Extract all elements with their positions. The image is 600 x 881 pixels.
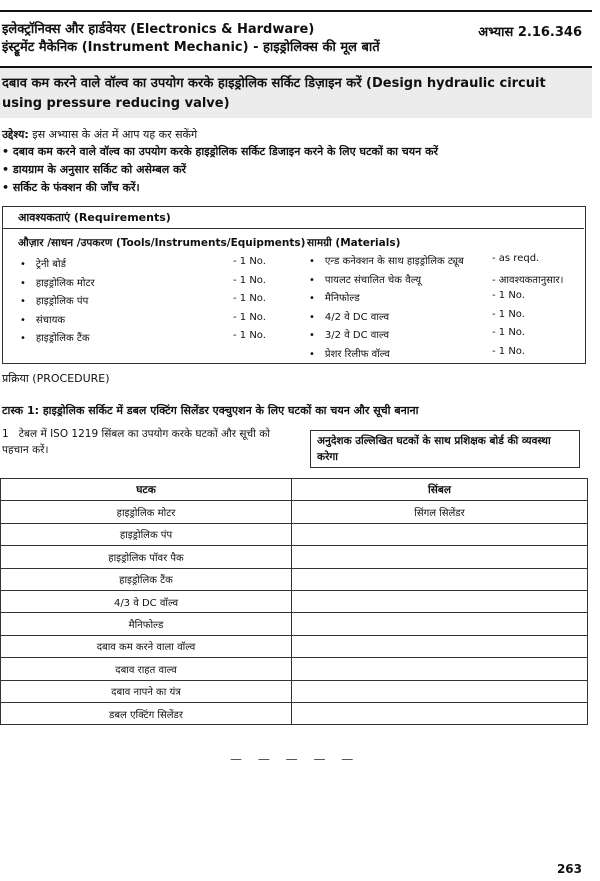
table-row — [1, 568, 588, 590]
requirement-qty: - 1 No. — [492, 308, 525, 320]
component-cell: डबल एक्टिंग सिलेंडर — [1, 702, 292, 724]
component-cell: दबाव कम करने वाला वॉल्व — [1, 635, 292, 657]
exercise-number: अभ्यास 2.16.346 — [478, 25, 582, 40]
symbol-cell — [292, 702, 588, 724]
objective-item: • सर्किट के फंक्शन की जाँच करें। — [2, 181, 140, 194]
requirement-qty: - 1 No. — [233, 311, 266, 323]
table-row — [1, 658, 588, 680]
component-cell: 4/3 वे DC वॉल्व — [1, 590, 292, 612]
table-row — [1, 590, 588, 612]
requirement-qty: - as reqd. — [492, 253, 540, 264]
task-heading: टास्क 1: हाइड्रोलिक सर्किट में डबल एक्टिंग सिलेंडर एक्चुएशन के लिए घटकों का चयन और सूची बनाना — [2, 404, 419, 417]
component-cell: दबाव राहत वाल्व — [1, 658, 292, 680]
table-row — [1, 523, 588, 545]
materials-heading: सामग्री (Materials) — [307, 237, 401, 249]
requirement-item: • हाइड्रोलिक मोटर — [20, 277, 95, 289]
page-number: 263 — [556, 862, 582, 876]
requirements-heading: आवश्यकताएं (Requirements) — [2, 206, 584, 229]
table-row — [1, 546, 588, 568]
step-number: 1 — [2, 428, 9, 440]
component-cell: हाइड्रोलिक पॉवर पैक — [1, 546, 292, 568]
requirement-qty: - 1 No. — [233, 256, 266, 267]
table-row — [1, 501, 588, 523]
requirement-qty: - 1 No. — [233, 330, 266, 341]
table-row — [1, 613, 588, 635]
requirement-qty: - 1 No. — [233, 293, 266, 304]
components-table — [0, 478, 588, 725]
symbol-cell — [292, 680, 588, 702]
symbol-cell — [292, 590, 588, 612]
blank-dashes: — — — — — — [230, 752, 360, 766]
header-line-1: इलेक्ट्रॉनिक्स और हार्डवेयर (Electronics & Hardware) — [2, 22, 315, 37]
objective-item: • दबाव कम करने वाले वॉल्व का उपयोग करके हाइड्रोलिक सर्किट डिजाइन करने के लिए घटकों का चयन करें — [2, 145, 439, 158]
procedure-heading: प्रक्रिया (PROCEDURE) — [2, 372, 110, 385]
symbol-cell — [292, 613, 588, 635]
component-cell: हाइड्रोलिक मोटर — [1, 501, 292, 523]
requirement-qty: - आवश्यकतानुसार। — [492, 274, 564, 286]
component-cell: मैनिफोल्ड — [1, 613, 292, 635]
requirement-item: • 4/2 वे DC वाल्व — [309, 311, 389, 323]
table-row — [1, 680, 588, 702]
requirement-item: • ट्रेनी बोर्ड — [20, 259, 66, 270]
component-cell: हाइड्रोलिक पंप — [1, 523, 292, 545]
objective-intro — [2, 127, 197, 142]
requirement-item: • हाइड्रोलिक पंप — [20, 296, 89, 307]
requirement-item: • मैनिफोल्ड — [309, 293, 360, 304]
component-cell: हाइड्रोलिक टैंक — [1, 568, 292, 590]
requirement-item: • संचायक — [20, 314, 66, 326]
objective-item: • डायग्राम के अनुसार सर्किट को असेम्बल करें — [2, 163, 187, 176]
component-cell: दबाव नापने का यंत्र — [1, 680, 292, 702]
requirement-qty: - 1 No. — [492, 327, 525, 338]
tools-heading: औज़ार /साधन /उपकरण (Tools/Instruments/Equipments) — [18, 237, 306, 249]
requirement-item: • प्रेशर रिलीफ वॉल्व — [309, 348, 390, 360]
requirement-item: • पायलट संचालित चेक वैल्यू — [309, 274, 422, 286]
table-header-component: घटक — [1, 479, 292, 501]
symbol-cell — [292, 635, 588, 657]
instructor-note: अनुदेशक उल्लिखित घटकों के साथ प्रशिक्षक बोर्ड की व्यवस्था करेगा — [310, 430, 580, 468]
step-text: टेबल में ISO 1219 सिंबल का उपयोग करके घटकों और सूची को पहचान करें। — [2, 428, 271, 456]
symbol-cell — [292, 523, 588, 545]
step-1 — [2, 426, 292, 458]
symbol-cell — [292, 546, 588, 568]
requirement-item: • 3/2 वे DC वाल्व — [309, 330, 389, 341]
table-body — [1, 501, 588, 725]
requirement-item: • हाइड्रोलिक टैंक — [20, 333, 90, 344]
table-row — [1, 635, 588, 657]
table-row — [1, 702, 588, 724]
symbol-cell: सिंगल सिलेंडर — [292, 501, 588, 523]
requirement-qty: - 1 No. — [233, 274, 266, 286]
objective-label: उद्देश्य: — [2, 128, 29, 141]
table-header-symbol: सिंबल — [292, 479, 588, 501]
header-rule — [0, 10, 592, 12]
exercise-title: दबाव कम करने वाले वॉल्व का उपयोग करके हाइड्रोलिक सर्किट डिज़ाइन करें (Design hydraulic circuit using pressure reducing valve) — [2, 76, 546, 111]
objective-intro-text: इस अभ्यास के अंत में आप यह कर सकेंगे — [28, 128, 198, 141]
requirement-item: • एन्ड कनेक्शन के साथ हाइड्रोलिक ट्यूब — [309, 256, 464, 267]
symbol-cell — [292, 658, 588, 680]
symbol-cell — [292, 568, 588, 590]
requirement-qty: - 1 No. — [492, 290, 525, 301]
requirement-qty: - 1 No. — [492, 345, 525, 357]
header-line-2: इंस्ट्रूमेंट मैकेनिक (Instrument Mechanic) - हाइड्रोलिक्स की मूल बातें — [2, 40, 380, 55]
